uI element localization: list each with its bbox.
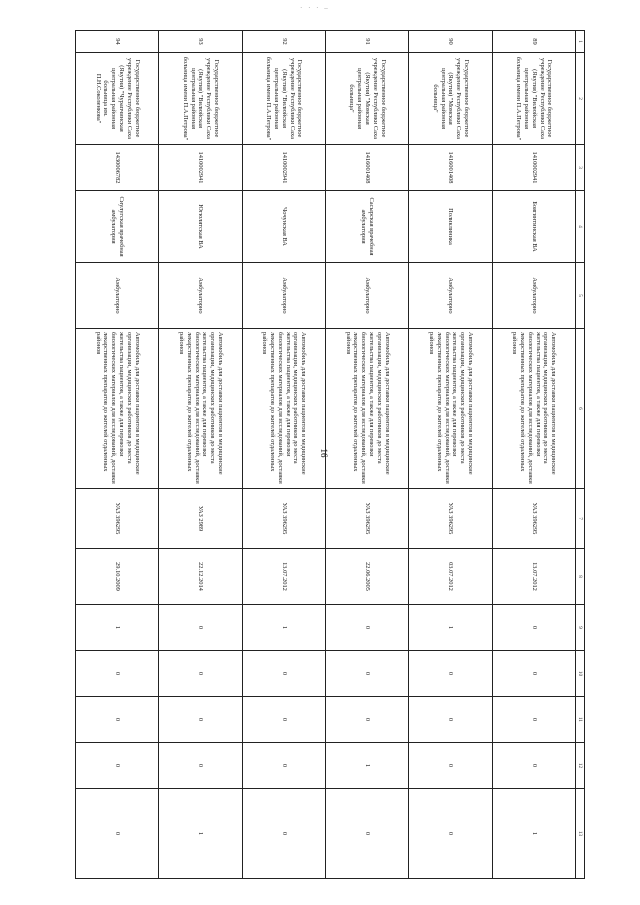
count: 0 <box>242 697 325 743</box>
count: 0 <box>242 651 325 697</box>
row-number: 89 <box>492 31 575 53</box>
column-number: 12 <box>576 743 585 789</box>
count: 0 <box>159 605 242 651</box>
care-type: Амбулаторно <box>492 263 575 329</box>
column-number: 3 <box>576 145 585 191</box>
subdivision: Сиулугская врачебная амбулатория <box>76 191 159 263</box>
column-number: 4 <box>576 191 585 263</box>
inn-code: 1416001408 <box>326 145 409 191</box>
vehicle-model: УАЗ 396295 <box>326 489 409 549</box>
date: 03.07.2012 <box>409 549 492 605</box>
table-row <box>76 31 159 879</box>
table-row <box>326 31 409 879</box>
count: 1 <box>492 789 575 879</box>
count: 0 <box>242 789 325 879</box>
row-number: 91 <box>326 31 409 53</box>
vehicle-purpose: Автомобиль для доставки пациентов в медицинские организации, медицинских работников до места жительства пациентов, а также для перевозки биологических материалов для исследований, доставки лекарственных препаратов до жителей отдаленных районов <box>159 329 242 489</box>
subdivision: Югюлятская ВА <box>159 191 242 263</box>
count: 0 <box>326 605 409 651</box>
column-number: 1 <box>576 31 585 53</box>
count: 0 <box>492 651 575 697</box>
count: 0 <box>76 743 159 789</box>
count: 0 <box>409 743 492 789</box>
count: 1 <box>409 605 492 651</box>
count: 0 <box>159 743 242 789</box>
column-number: 6 <box>576 329 585 489</box>
date: 22.06.2005 <box>326 549 409 605</box>
date: 13.07.2012 <box>242 549 325 605</box>
inn-code: 1430006782 <box>76 145 159 191</box>
rotated-table-wrapper <box>75 30 585 878</box>
column-number: 10 <box>576 651 585 697</box>
vehicle-model: УАЗ 396295 <box>492 489 575 549</box>
date: 13.07.2012 <box>492 549 575 605</box>
inn-code: 1410002941 <box>242 145 325 191</box>
table-row <box>159 31 242 879</box>
count: 0 <box>492 697 575 743</box>
count: 0 <box>409 697 492 743</box>
table-row <box>492 31 575 879</box>
document-sheet <box>75 30 585 878</box>
table-row <box>409 31 492 879</box>
count: 1 <box>242 605 325 651</box>
organization-name: Государственное бюджетное учреждение Республики Саха (Якутия) "Момская центральная районная больница" <box>326 53 409 145</box>
count: 0 <box>409 789 492 879</box>
organization-name: Государственное бюджетное учреждение Республики Саха (Якутия) "Вилюйская центральная районная больница имени П.А.Петрова" <box>159 53 242 145</box>
vehicle-purpose: Автомобиль для доставки пациентов в медицинские организации, медицинских работников до места жительства пациентов, а также для перевозки биологических материалов для исследований, доставки лекарственных препаратов до жителей отдаленных районов <box>492 329 575 489</box>
care-type: Амбулаторно <box>76 263 159 329</box>
subdivision: Боягинтинская ВА <box>492 191 575 263</box>
care-type: Амбулаторно <box>326 263 409 329</box>
count: 0 <box>326 789 409 879</box>
care-type: Амбулаторно <box>159 263 242 329</box>
column-number: 13 <box>576 789 585 879</box>
care-type: Амбулаторно <box>242 263 325 329</box>
vehicle-purpose: Автомобиль для доставки пациентов в медицинские организации, медицинских работников до места жительства пациентов, а также для перевозки биологических материалов для исследований, доставки лекарственных препаратов до жителей отдаленных районов <box>326 329 409 489</box>
scan-mark: · · · – <box>300 4 330 12</box>
count: 1 <box>159 789 242 879</box>
subdivision: Чочунская ВА <box>242 191 325 263</box>
vehicle-model: УАЗ 396295 <box>76 489 159 549</box>
vehicle-model: УАЗ 396295 <box>409 489 492 549</box>
column-number: 11 <box>576 697 585 743</box>
count: 0 <box>159 697 242 743</box>
organization-name: Государственное бюджетное учреждение Республики Саха (Якутия) "Вилюйская центральная районная больница имени П.А.Петрова" <box>242 53 325 145</box>
vehicle-model: УАЗ 396295 <box>242 489 325 549</box>
vehicle-purpose: Автомобиль для доставки пациентов в медицинские организации, медицинских работников до места жительства пациентов, а также для перевозки биологических материалов для исследований, доставки лекарственных препаратов до жителей отдаленных районов <box>409 329 492 489</box>
vehicle-model: УАЗ 2989 <box>159 489 242 549</box>
vehicle-table <box>75 30 585 879</box>
count: 0 <box>242 743 325 789</box>
care-type: Амбулаторно <box>409 263 492 329</box>
row-number: 90 <box>409 31 492 53</box>
date: 22.12.2014 <box>159 549 242 605</box>
count: 0 <box>76 789 159 879</box>
column-number: 8 <box>576 549 585 605</box>
count: 1 <box>76 605 159 651</box>
count: 0 <box>76 651 159 697</box>
column-number: 9 <box>576 605 585 651</box>
count: 0 <box>159 651 242 697</box>
row-number: 93 <box>159 31 242 53</box>
inn-code: 1410002941 <box>492 145 575 191</box>
count: 0 <box>326 651 409 697</box>
inn-code: 1410002941 <box>159 145 242 191</box>
table-row <box>242 31 325 879</box>
count: 0 <box>409 651 492 697</box>
column-number: 5 <box>576 263 585 329</box>
page-number: 16 <box>319 448 329 458</box>
column-number-row <box>576 31 585 879</box>
organization-name: Государственное бюджетное учреждение Республики Саха (Якутия) "Момская центральная районная больница" <box>409 53 492 145</box>
column-number: 7 <box>576 489 585 549</box>
organization-name: Государственное бюджетное учреждение Республики Саха (Якутия) "Вилюйская центральная районная больница имени П.А.Петрова" <box>492 53 575 145</box>
organization-name: Государственное бюджетное учреждение Республики Саха (Якутия) "Чурапчинская центральная районная больница им. П.Н.Соколенкова" <box>76 53 159 145</box>
subdivision: Поликлиника <box>409 191 492 263</box>
subdivision: Сасырская врачебная амбулатория <box>326 191 409 263</box>
column-number: 2 <box>576 53 585 145</box>
date: 29.10.2009 <box>76 549 159 605</box>
count: 0 <box>492 605 575 651</box>
count: 0 <box>492 743 575 789</box>
row-number: 92 <box>242 31 325 53</box>
vehicle-purpose: Автомобиль для доставки пациентов в медицинские организации, медицинских работников до места жительства пациентов, а также для перевозки биологических материалов для исследований, доставки лекарственных препаратов до жителей отдаленных районов <box>76 329 159 489</box>
count: 1 <box>326 743 409 789</box>
count: 0 <box>76 697 159 743</box>
count: 0 <box>326 697 409 743</box>
inn-code: 1416001408 <box>409 145 492 191</box>
vehicle-purpose: Автомобиль для доставки пациентов в медицинские организации, медицинских работников до места жительства пациентов, а также для перевозки биологических материалов для исследований, доставки лекарственных препаратов до жителей отдаленных районов <box>242 329 325 489</box>
row-number: 94 <box>76 31 159 53</box>
